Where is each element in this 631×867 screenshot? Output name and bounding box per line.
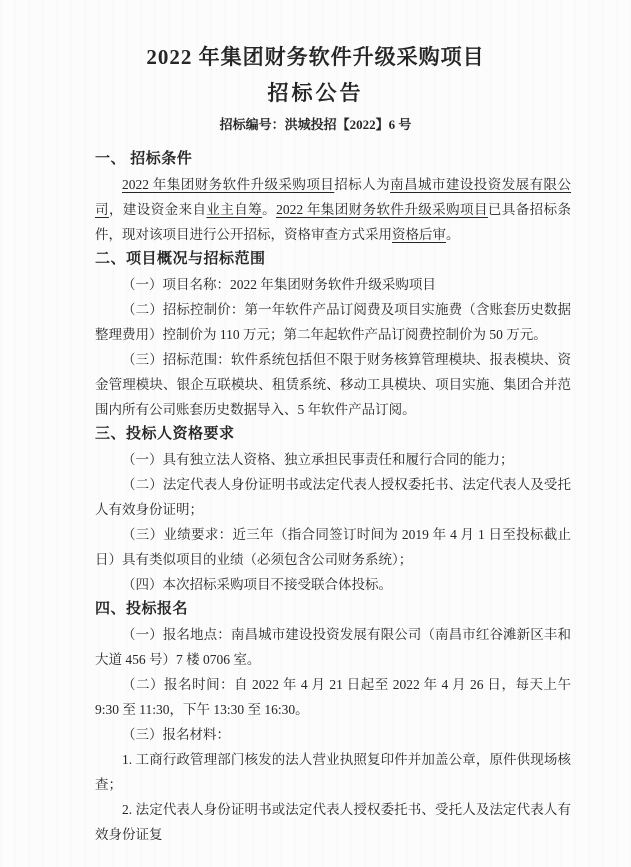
body-text: （二）报名时间：自 2022 年 4 月 21 日起至 2022 年 4 月 26 日，每天上午 9:30 至 11:30，下午 13:30 至 16:30。 — [95, 677, 571, 717]
underlined-text: 资格后审 — [392, 227, 446, 242]
body-text: （一）具有独立法人资格、独立承担民事责任和履行合同的能力； — [122, 452, 514, 467]
paragraph — [95, 572, 571, 597]
paragraph — [95, 297, 571, 347]
body-text: 。 — [262, 202, 277, 217]
body-text: （三）招标范围：软件系统包括但不限于财务核算管理模块、报表模块、资金管理模块、银企互联模块、租赁系统、移动工具模块、项目实施、集团合并范围内所有公司账套历史数据导入、5 年软件产品订阅。 — [95, 352, 571, 417]
section-heading: 四、投标报名 — [95, 601, 189, 617]
section-heading: 三、投标人资格要求 — [95, 426, 235, 442]
document-title: 2022 年集团财务软件升级采购项目 — [146, 45, 485, 69]
paragraph — [95, 272, 571, 297]
document-subtitle: 招标公告 — [267, 81, 364, 105]
paragraph — [95, 722, 571, 747]
paragraph — [95, 172, 571, 247]
body-text: （三）业绩要求：近三年（指合同签订时间为 2019 年 4 月 1 日至投标截止日）具有类似项目的业绩（必须包含公司财务系统）； — [95, 527, 571, 567]
body-text: （一）项目名称：2022 年集团财务软件升级采购项目 — [122, 277, 436, 292]
body-text: 招标人为 — [334, 177, 391, 192]
section-heading: 一、 招标条件 — [95, 151, 193, 167]
body-text: 已具备招标条件，现对该项目进行公开招标，资格审查方式采用 — [95, 202, 572, 242]
paragraph — [95, 347, 571, 422]
paragraph — [95, 672, 571, 722]
underlined-text: 业主自筹 — [206, 202, 263, 217]
paragraph — [95, 472, 571, 522]
paragraph — [95, 797, 571, 847]
paragraph — [95, 747, 571, 797]
paragraph — [95, 447, 571, 472]
tender-number: 招标编号：洪城投招【2022】6 号 — [219, 117, 412, 132]
body-text: （四）本次招标采购项目不接受联合体投标。 — [122, 577, 392, 592]
body-text: 。 — [446, 227, 460, 242]
body-text: （二）招标控制价：第一年软件产品订阅费及项目实施费（含账套历史数据整理费用）控制价为 110 万元；第二年起软件产品订阅费控制价为 50 万元。 — [95, 302, 571, 342]
body-text: ，建设资金来自 — [108, 202, 207, 217]
paragraph — [95, 622, 571, 672]
body-text: （二）法定代表人身份证明书或法定代表人授权委托书、法定代表人及受托人有效身份证明； — [95, 477, 571, 517]
paragraph — [95, 522, 571, 572]
section-heading: 二、项目概况与招标范围 — [95, 251, 266, 267]
underlined-text: 2022 年集团财务软件升级采购项目 — [122, 177, 335, 192]
body-text: （三）报名材料： — [122, 727, 230, 742]
underlined-text: 南昌城市建设投资发展有限公司 — [95, 177, 572, 217]
body-text: 2. 法定代表人身份证明书或法定代表人授权委托书、受托人及法定代表人有效身份证复 — [95, 802, 571, 842]
document-header — [0, 0, 631, 135]
underlined-text: 2022 年集团财务软件升级采购项目 — [276, 202, 488, 217]
document-content — [0, 135, 631, 847]
body-text: （一）报名地点：南昌城市建设投资发展有限公司（南昌市红谷滩新区丰和大道 456 号）7 楼 0706 室。 — [95, 627, 571, 667]
body-text: 1. 工商行政管理部门核发的法人营业执照复印件并加盖公章，原件供现场核查； — [95, 752, 571, 792]
